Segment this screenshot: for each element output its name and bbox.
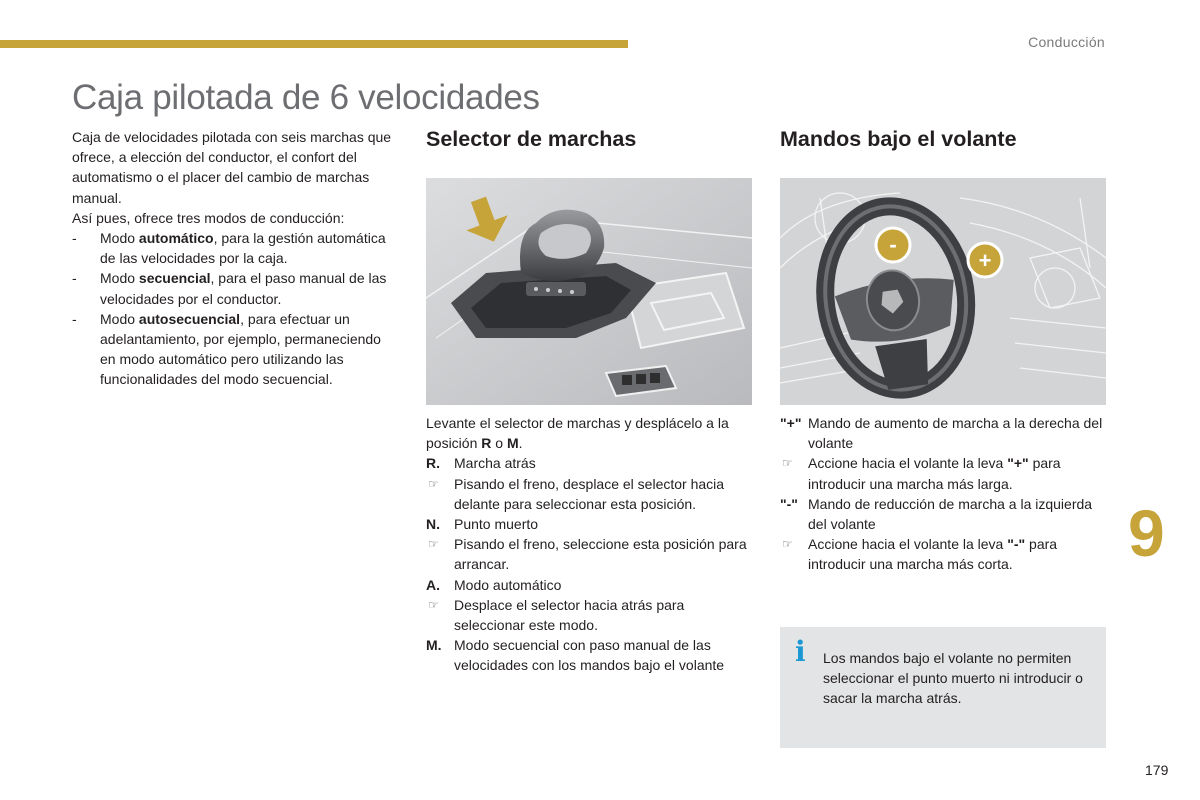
selector-text xyxy=(426,413,752,676)
steering-wheel-illustration xyxy=(780,178,1106,405)
list-item: A. Modo automático xyxy=(426,576,562,593)
section-name: Conducción xyxy=(1028,34,1105,50)
list-item: ☞ Desplace el selector hacia atrás para seleccionar este modo. xyxy=(428,596,685,634)
pointing-hand-icon: ☞ xyxy=(428,537,439,552)
modes-list xyxy=(72,228,397,390)
minus-paddle-label: - xyxy=(889,232,897,257)
info-note xyxy=(780,627,1106,748)
list-item: ☞ Accione hacia el volante la leva "-" para introducir una marcha más corta. xyxy=(782,536,1058,573)
info-icon: i xyxy=(795,635,806,668)
chapter-number: 9 xyxy=(1128,496,1165,570)
list-item: "-" Mando de reducción de marcha a la izquierda del volante xyxy=(780,495,1093,533)
list-item: R. Marcha atrás xyxy=(426,455,536,472)
pointing-hand-icon: ☞ xyxy=(428,476,439,491)
selector-intro: Levante el selector de marchas y desplácelo a la posición R o M. xyxy=(426,415,729,452)
list-item: ☞ Accione hacia el volante la leva "+" para introducir una marcha más larga. xyxy=(782,455,1061,492)
pointing-hand-icon: ☞ xyxy=(428,597,439,612)
list-item: ☞ Pisando el freno, desplace el selector hacia delante para seleccionar esta posición. xyxy=(428,475,725,512)
header-accent-bar xyxy=(0,40,628,48)
page-title: Caja pilotada de 6 velocidades xyxy=(72,78,540,117)
info-text: Los mandos bajo el volante no permiten seleccionar el punto muerto ni introducir o sacar la marcha atrás. xyxy=(823,650,1083,707)
paddles-heading: Mandos bajo el volante xyxy=(780,127,1017,151)
list-item: M. Modo secuencial con paso manual de las velocidades con los mandos bajo el volante xyxy=(426,637,725,674)
intro-column xyxy=(72,127,397,390)
list-item: - Modo automático, para la gestión automática de las velocidades por la caja. xyxy=(72,230,386,267)
intro-lead: Así pues, ofrece tres modos de conducción: xyxy=(72,209,345,226)
list-item: "+" Mando de aumento de marcha a la derecha del volante xyxy=(780,415,1103,452)
list-item: - Modo secuencial, para el paso manual de las velocidades por el conductor. xyxy=(72,270,387,307)
paddles-text xyxy=(780,413,1110,575)
plus-paddle-label: + xyxy=(978,248,992,273)
pointing-hand-icon: ☞ xyxy=(782,456,793,471)
intro-paragraph: Caja de velocidades pilotada con seis marchas que ofrece, a elección del conductor, el confort del automatismo o el placer del cambio de marchas manual. xyxy=(72,129,392,206)
selector-heading: Selector de marchas xyxy=(426,127,637,151)
list-item: N. Punto muerto xyxy=(426,516,539,533)
gear-selector-illustration xyxy=(426,178,752,405)
page-number: 179 xyxy=(1145,762,1169,778)
pointing-hand-icon: ☞ xyxy=(782,537,793,552)
list-item: - Modo autosecuencial, para efectuar un adelantamiento, por ejemplo, permaneciendo en modo automático pero utilizando las funcionalidades del modo secuencial. xyxy=(72,310,381,388)
list-item: ☞ Pisando el freno, seleccione esta posición para arrancar. xyxy=(428,536,747,573)
